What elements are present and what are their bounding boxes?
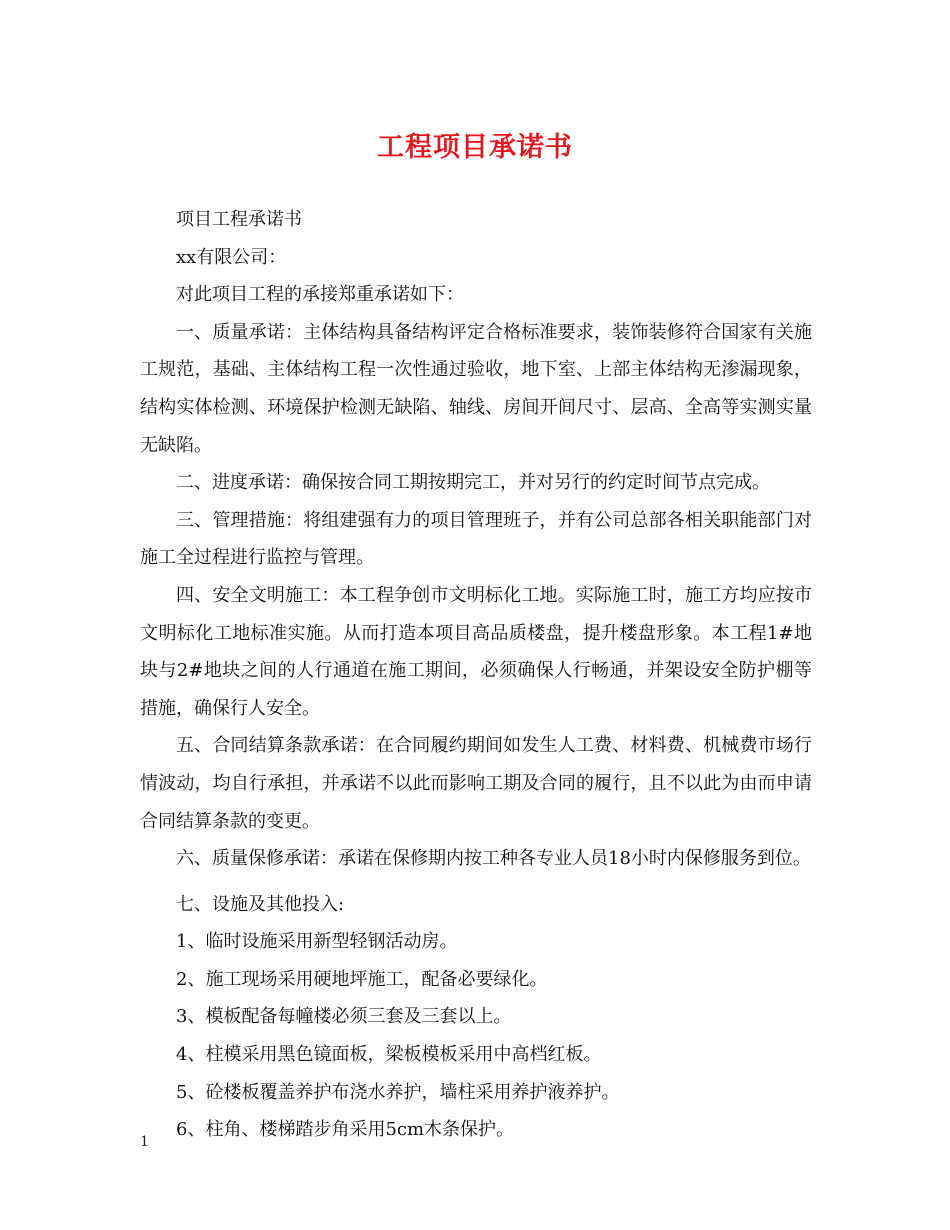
paragraph-schedule: 二、进度承诺：确保按合同工期按期完工，并对另行的约定时间节点完成。 [176, 472, 770, 494]
page-number: 1 [140, 1134, 149, 1150]
list-item: 1、临时设施采用新型轻钢活动房。 [176, 931, 458, 953]
paragraph-intro: 对此项目工程的承接郑重承诺如下： [176, 284, 464, 306]
document-body [140, 201, 812, 1149]
paragraph-addressee: xx有限公司： [176, 246, 287, 268]
list-item: 3、模板配备每幢楼必须三套及三套以上。 [176, 1006, 512, 1028]
list-item: 2、施工现场采用硬地坪施工，配备必要绿化。 [176, 968, 548, 990]
document-title: 工程项目承诺书 [377, 132, 573, 163]
paragraph-settlement: 五、合同结算条款承诺：在合同履约期间如发生人工费、材料费、机械费市场行情波动，均自行承担，并承诺不以此而影响工期及合同的履行，且不以此为由而申请合同结算条款的变更。 [140, 735, 812, 832]
list-item: 5、砼楼板覆盖养护布浇水养护，墙柱采用养护液养护。 [176, 1081, 620, 1103]
list-item: 4、柱模采用黑色镜面板，梁板模板采用中高档红板。 [176, 1044, 602, 1066]
paragraph-management: 三、管理措施：将组建强有力的项目管理班子，并有公司总部各相关职能部门对施工全过程进行监控与管理。 [140, 509, 812, 569]
paragraph-heading: 项目工程承诺书 [176, 209, 302, 230]
paragraph-warranty: 六、质量保修承诺：承诺在保修期内按工种各专业人员18小时内保修服务到位。 [176, 848, 811, 870]
paragraph-quality: 一、质量承诺：主体结构具备结构评定合格标准要求，装饰装修符合国家有关施工规范，基础、主体结构工程一次性通过验收，地下室、上部主体结构无渗漏现象，结构实体检测、环境保护检测无缺陷、轴线、房间开间尺寸、层高、全高等实测实量无缺陷。 [140, 321, 812, 456]
paragraph-safety: 四、安全文明施工：本工程争创市文明标化工地。实际施工时，施工方均应按市文明标化工地标准实施。从而打造本项目高品质楼盘，提升楼盘形象。本工程1#地块与2#地块之间的人行通道在施工期间，必须确保人行畅通，并架设安全防护棚等措施，确保行人安全。 [140, 584, 812, 719]
list-item: 6、柱角、楼梯踏步角采用5cm木条保护。 [176, 1119, 515, 1141]
paragraph-facilities: 七、设施及其他投入: [176, 893, 345, 915]
